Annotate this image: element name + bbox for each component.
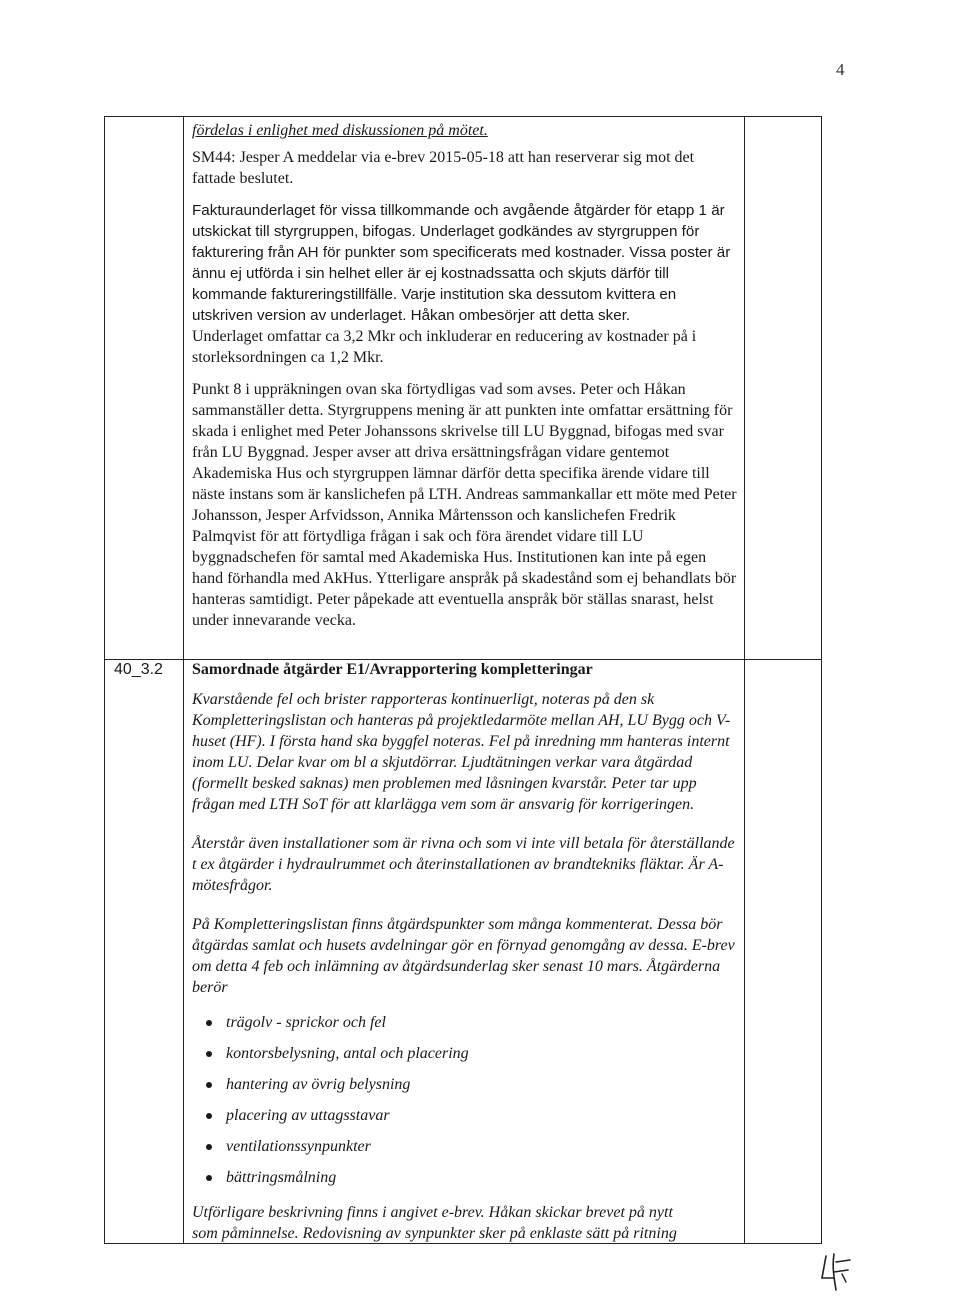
bullet-icon [206, 1113, 212, 1119]
bullet-icon [206, 1051, 212, 1057]
list-item: kontorsbelysning, antal och placering [192, 1043, 740, 1074]
bullet-icon [206, 1082, 212, 1088]
measures-list [192, 1012, 740, 1198]
column-divider-left [183, 117, 184, 1243]
list-item: trägolv - sprickor och fel [192, 1012, 740, 1043]
section-b-content [192, 689, 740, 1244]
list-item: ventilationssynpunkter [192, 1136, 740, 1167]
column-divider-right [744, 117, 745, 1243]
item-heading: Samordnade åtgärder E1/Avrapportering kompletteringar [192, 661, 593, 678]
page-number: 4 [836, 60, 845, 79]
list-item: placering av uttagsstavar [192, 1105, 740, 1136]
item-number: 40_3.2 [114, 661, 163, 678]
list-item: bättringsmålning [192, 1167, 740, 1198]
sm44-paragraph: SM44: Jesper A meddelar via e-brev 2015-05-18 att han reserverar sig mot det fattade beslutet. [192, 149, 695, 187]
handwritten-initials-icon [812, 1248, 860, 1296]
point8-paragraph: Punkt 8 i uppräkningen ovan ska förtydligas vad som avses. Peter och Håkan sammanställer detta. Styrgruppens mening är att punkten inte omfattar ersättning för skada i enlighet med Peter Johanssons skrivelse till LU Byggnad, bifogas med svar från LU Byggnad. Jesper avser att driva ersättningsfrågan vidare gentemot Akademiska Hus och styrgruppen lämnar därför detta specifika ärende vidare till näste instans som är kanslichefen på LTH. Andreas sammankallar ett möte med Peter Johansson, Jesper Arfvidsson, Annika Mårtensson och kanslichefen Fredrik Palmqvist för att förtydliga frågan i sak och föra ärendet vidare till LU byggnadschefen för samtal med Akademiska Hus. Institutionen kan inte på egen hand förhandla med AkHus. Ytterligare anspråk på skadestånd som ej behandlats bör hanteras samtidigt. Peter påpekade att eventuella anspråk bör ställas snarast, helst under innevarande vecka. [192, 381, 737, 629]
row-divider [105, 659, 821, 660]
list-item: hantering av övrig belysning [192, 1074, 740, 1105]
installations-paragraph: Återstår även installationer som är rivna och som vi inte vill betala för återställande t ex åtgärder i hydraulrummet och återinstallationen av brandtekniks fläktar. Är A-mötesfrågor. [192, 835, 735, 894]
details-line: Utförligare beskrivning finns i angivet e-brev. Håkan skickar brevet på nytt [192, 1204, 673, 1221]
completion-list-paragraph: På Kompletteringslistan finns åtgärdspunkter som många kommenterat. Dessa bör åtgärdas samlat och husets avdelningar gör en förnyad genomgång av dessa. E-brev om detta 4 feb och inlämning av åtgärdsunderlag sker senast 10 mars. Åtgärderna berör [192, 916, 735, 996]
bullet-icon [206, 1144, 212, 1150]
invoice-paragraph: Fakturaunderlaget för vissa tillkommande och avgående åtgärder för etapp 1 är utskickat till styrgruppen, bifogas. Underlaget godkändes av styrgruppen för fakturering från AH för punkter som specificerats med kostnader. Vissa poster är ännu ej utförda i sin helhet eller är ej kostnadssatta och skjuts därför till kommande faktureringstillfälle. Varje institution ska dessutom kvittera en utskriven version av underlaget. Håkan ombesörjer att detta sker. [192, 202, 731, 324]
reminder-line: som påminnelse. Redovisning av synpunkter sker på enklaste sätt på ritning [192, 1225, 677, 1242]
invoice-amount-paragraph: Underlaget omfattar ca 3,2 Mkr och inkluderar en reducering av kostnader på i storleksordningen ca 1,2 Mkr. [192, 328, 697, 366]
bullet-icon [206, 1175, 212, 1181]
defects-paragraph: Kvarstående fel och brister rapporteras kontinuerligt, noteras på den sk Kompletteringslistan och hanteras på projektledarmöte mellan AH, LU Bygg och V-huset (HF). I första hand ska byggfel noteras. Fel på inredning mm hanteras internt inom LU. Delar kvar om bl a skjutdörrar. Ljudtätningen verkar vara åtgärdad (formellt besked saknas) men problemen med låsningen kvarstår. Peter tar upp frågan med LTH SoT för att klarlägga vem som är ansvarig för korrigeringen. [192, 691, 731, 813]
bullet-icon [206, 1020, 212, 1026]
carryover-line: fördelas i enlighet med diskussionen på mötet. [192, 122, 488, 139]
section-a-content [192, 120, 740, 631]
